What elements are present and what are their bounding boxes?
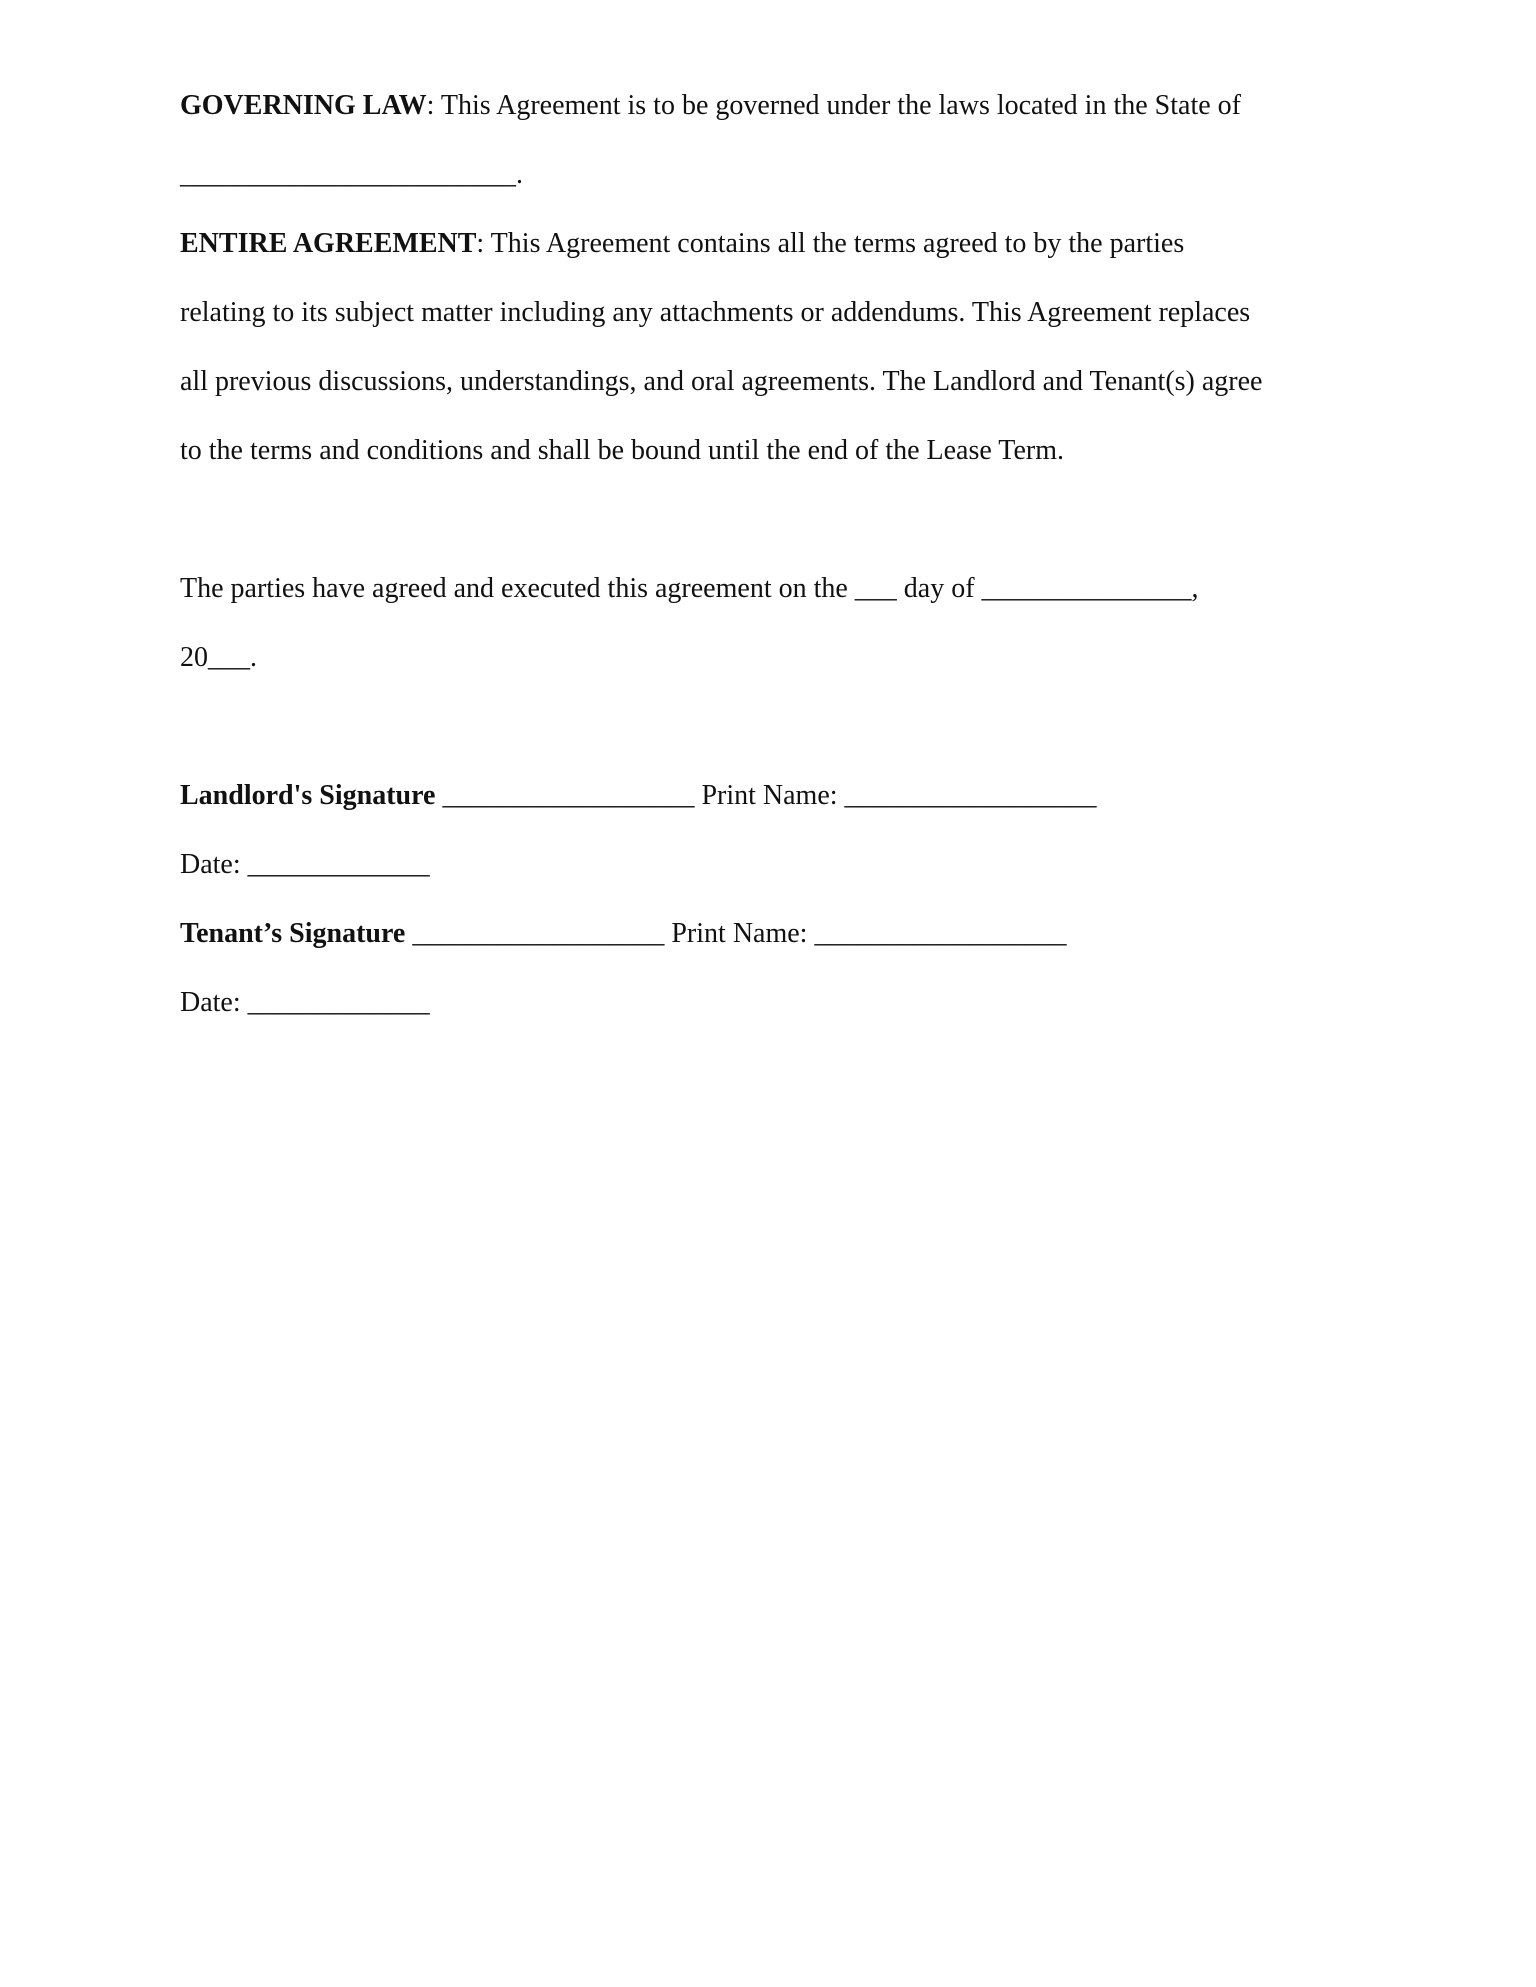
tenant-signature-label: Tenant’s Signature bbox=[180, 918, 406, 949]
landlord-date: Date: _____________ bbox=[180, 849, 430, 880]
tenant-signature-fields: __________________ Print Name: __________________ bbox=[405, 918, 1067, 949]
entire-agreement-line-2: relating to its subject matter including any attachments or addendums. This Agreement replaces bbox=[180, 297, 1251, 328]
execution-line-1: The parties have agreed and executed this agreement on the ___ day of _______________, bbox=[180, 573, 1199, 604]
entire-agreement-line-3: all previous discussions, understandings, and oral agreements. The Landlord and Tenant(s) agree bbox=[180, 366, 1263, 397]
landlord-signature-row bbox=[180, 782, 1097, 810]
governing-law-heading: GOVERNING LAW bbox=[180, 90, 427, 121]
tenant-date: Date: _____________ bbox=[180, 987, 430, 1018]
entire-agreement-text: : This Agreement contains all the terms agreed to by the parties bbox=[476, 228, 1185, 259]
entire-agreement-line-1 bbox=[180, 230, 1184, 258]
execution-line-2: 20___. bbox=[180, 642, 257, 673]
state-blank: ________________________. bbox=[180, 159, 523, 190]
landlord-signature-fields: __________________ Print Name: __________________ bbox=[435, 780, 1097, 811]
tenant-signature-row bbox=[180, 920, 1066, 948]
governing-law-text: : This Agreement is to be governed under the laws located in the State of bbox=[426, 90, 1241, 121]
entire-agreement-heading: ENTIRE AGREEMENT bbox=[180, 228, 477, 259]
document-page bbox=[180, 0, 1360, 1987]
governing-law-paragraph bbox=[180, 92, 1241, 120]
entire-agreement-line-4: to the terms and conditions and shall be bound until the end of the Lease Term. bbox=[180, 435, 1064, 466]
landlord-signature-label: Landlord's Signature bbox=[180, 780, 436, 811]
